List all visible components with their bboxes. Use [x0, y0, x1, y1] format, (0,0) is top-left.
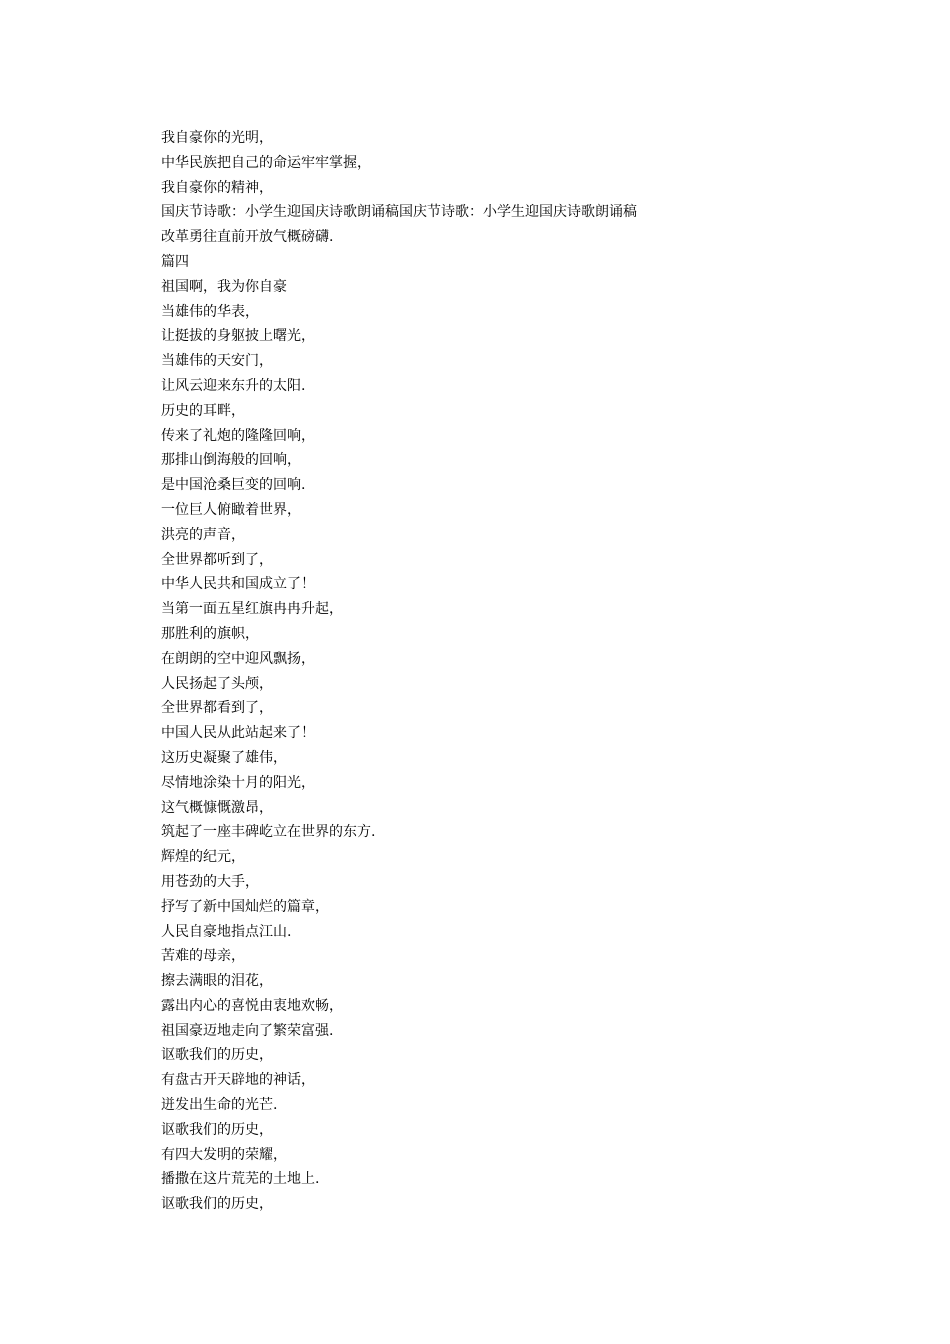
- poem-line: 一位巨人俯瞰着世界，: [161, 501, 301, 518]
- poem-line: 全世界都看到了，: [161, 700, 273, 717]
- poem-line: 那胜利的旗帜，: [161, 625, 259, 642]
- poem-line: 筑起了一座丰碑屹立在世界的东方.: [161, 824, 376, 841]
- poem-text-block: [161, 126, 861, 1217]
- poem-line: 改革勇往直前开放气概磅礴.: [161, 229, 334, 246]
- poem-line: 用苍劲的大手，: [161, 873, 259, 890]
- poem-line: 中华人民共和国成立了！: [161, 576, 315, 593]
- poem-line: 讴歌我们的历史，: [161, 1047, 273, 1064]
- poem-line: 苦难的母亲，: [161, 948, 245, 965]
- poem-line: 在朗朗的空中迎风飘扬，: [161, 650, 315, 667]
- poem-line: 是中国沧桑巨变的回响.: [161, 477, 306, 494]
- poem-line: 辉煌的纪元，: [161, 849, 245, 866]
- poem-line: 祖国啊，我为你自豪: [161, 278, 287, 295]
- poem-line: 人民自豪地指点江山.: [161, 923, 292, 940]
- poem-line: 讴歌我们的历史，: [161, 1196, 273, 1213]
- poem-line: 迸发出生命的光芒.: [161, 1097, 278, 1114]
- poem-line: 中国人民从此站起来了！: [161, 725, 315, 742]
- poem-line: 全世界都听到了，: [161, 551, 273, 568]
- poem-line: 这气概慷慨激昂，: [161, 799, 273, 816]
- poem-line: 抒写了新中国灿烂的篇章，: [161, 898, 329, 915]
- poem-line: 让挺拔的身躯披上曙光，: [161, 328, 315, 345]
- poem-line: 洪亮的声音，: [161, 526, 245, 543]
- poem-line: 人民扬起了头颅，: [161, 675, 273, 692]
- poem-line: 当第一面五星红旗冉冉升起，: [161, 601, 343, 618]
- poem-line: 祖国豪迈地走向了繁荣富强.: [161, 1022, 334, 1039]
- poem-line: 传来了礼炮的隆隆回响，: [161, 427, 315, 444]
- poem-line: 露出内心的喜悦由衷地欢畅，: [161, 997, 343, 1014]
- poem-line: 中华民族把自己的命运牢牢掌握，: [161, 154, 371, 171]
- poem-line: 讴歌我们的历史，: [161, 1121, 273, 1138]
- poem-line: 让风云迎来东升的太阳.: [161, 377, 306, 394]
- poem-line: 有盘古开天辟地的神话，: [161, 1072, 315, 1089]
- poem-line: 擦去满眼的泪花，: [161, 973, 273, 990]
- poem-line: 尽情地涂染十月的阳光，: [161, 774, 315, 791]
- poem-line: 篇四: [161, 253, 189, 270]
- poem-line: 这历史凝聚了雄伟，: [161, 749, 287, 766]
- poem-line: 有四大发明的荣耀，: [161, 1146, 287, 1163]
- poem-line: 当雄伟的天安门，: [161, 353, 273, 370]
- poem-line: 历史的耳畔，: [161, 402, 245, 419]
- poem-line: 当雄伟的华表，: [161, 303, 259, 320]
- poem-line: 我自豪你的精神，: [161, 179, 273, 196]
- poem-line: 国庆节诗歌：小学生迎国庆诗歌朗诵稿国庆节诗歌：小学生迎国庆诗歌朗诵稿: [161, 204, 637, 221]
- poem-line: 我自豪你的光明，: [161, 130, 273, 146]
- poem-line: 播撒在这片荒芜的土地上.: [161, 1171, 320, 1188]
- poem-line: 那排山倒海般的回响，: [161, 452, 301, 469]
